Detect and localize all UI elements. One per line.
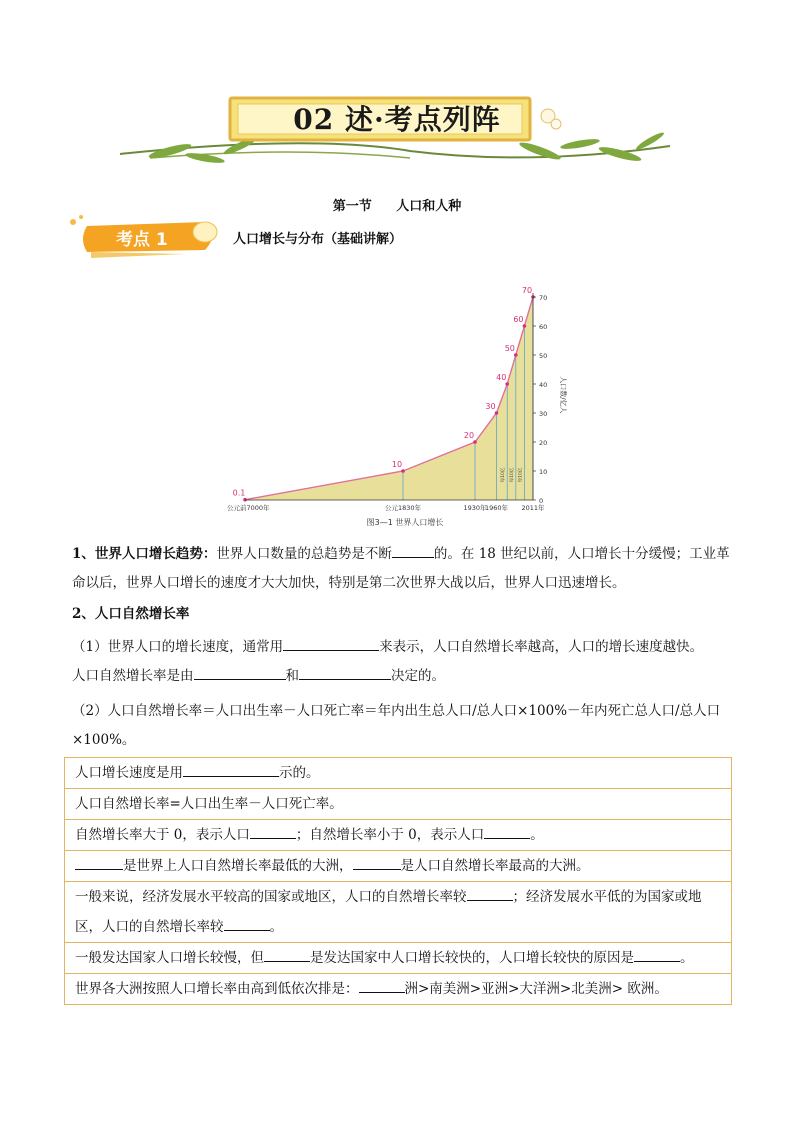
box-row: 是世界上人口自然增长率最低的大洲， 是人口自然增长率最高的大洲。	[65, 851, 731, 882]
population-growth-chart	[225, 285, 565, 530]
data-point	[505, 382, 509, 386]
x-tick-label: 2011年	[521, 504, 545, 512]
fill-blank[interactable]	[299, 664, 391, 680]
fill-blank[interactable]	[224, 915, 270, 931]
topic-title: 人口增长与分布（基础讲解）	[233, 232, 403, 247]
data-label: 70	[521, 286, 533, 295]
y-tick-label: 0	[539, 497, 544, 505]
data-point	[473, 440, 477, 444]
data-point	[514, 353, 518, 357]
fill-blank[interactable]	[264, 946, 310, 962]
fill-blank[interactable]	[75, 854, 123, 870]
box-row: 自然增长率大于 0，表示人口 ；自然增长率小于 0，表示人口 。	[65, 820, 731, 851]
trend-heading: 1、世界人口增长趋势：	[72, 546, 217, 562]
banner-title: 02 述·考点列阵	[293, 103, 501, 136]
section-name: 人口和人种	[396, 199, 462, 214]
paragraph-rate-heading: 2、人口自然增长率	[72, 606, 190, 622]
fill-blank[interactable]	[283, 635, 379, 651]
data-label: 50	[504, 344, 515, 353]
header-banner	[110, 96, 684, 174]
paragraph-rate-formula: （2）人口自然增长率＝人口出生率－人口死亡率＝年内出生总人口/总人口×100%－年内死亡总人口/总人口×100%。	[72, 703, 721, 748]
fill-blank[interactable]	[250, 823, 296, 839]
data-label: 20	[463, 431, 475, 440]
fill-blank[interactable]	[467, 885, 513, 901]
fill-blank[interactable]	[392, 542, 434, 558]
fill-blank[interactable]	[353, 854, 401, 870]
y-tick-label: 10	[539, 468, 548, 476]
box-row: 人口自然增长率=人口出生率－人口死亡率。	[65, 789, 731, 820]
vertical-note: 每10亿	[501, 467, 507, 483]
data-label: 10	[391, 460, 403, 469]
x-tick-label: 1960年	[484, 504, 509, 512]
x-tick-label: 公元前7000年	[227, 504, 270, 512]
y-axis-label: 人口数/亿人	[559, 376, 567, 414]
fill-blank[interactable]	[183, 761, 279, 777]
chart-area-fill	[245, 297, 533, 500]
box-row: 人口增长速度是用 示的。	[65, 758, 731, 789]
paragraph-trend: 1、世界人口增长趋势：世界人口数量的总趋势是不断 的。在 18 世纪以前，人口增长十分缓慢；工业革命以后，世界人口增长的速度才大大加快，特别是第二次世界大战以后，世界人口迅速增长。	[72, 540, 732, 598]
data-point	[401, 469, 405, 473]
vertical-note: 每10亿	[518, 467, 524, 483]
box-row: 一般来说，经济发展水平较高的国家或地区，人口的自然增长率较 ；经济发展水平低的为国家或地区，人口的自然增长率较 。	[65, 882, 731, 943]
y-tick-label: 60	[539, 323, 548, 331]
y-tick-label: 50	[539, 352, 548, 360]
y-tick-label: 70	[539, 294, 548, 302]
summary-box	[64, 757, 732, 1005]
data-point	[495, 411, 499, 415]
data-point	[523, 324, 527, 328]
y-tick-label: 30	[539, 410, 548, 418]
x-tick-label: 1930年	[463, 504, 487, 512]
y-tick-label: 40	[539, 381, 548, 389]
data-label: 0.1	[232, 488, 246, 498]
badge-label: 考点 1	[116, 230, 168, 250]
box-row: 世界各大洲按照人口增长率由高到低依次排是： 洲>南美洲>亚洲>大洋洲>北美洲> 欧洲。	[65, 974, 731, 1004]
fill-blank[interactable]	[484, 823, 530, 839]
fill-blank[interactable]	[359, 977, 405, 993]
y-tick-label: 20	[539, 439, 548, 447]
chart-caption: 图3—1 世界人口增长	[366, 518, 444, 527]
fill-blank[interactable]	[634, 946, 680, 962]
data-label: 40	[496, 373, 507, 382]
data-label: 60	[513, 315, 524, 324]
data-label: 30	[485, 402, 496, 411]
box-row: 一般发达国家人口增长较慢，但 是发达国家中人口增长较快的，人口增长较快的原因是 。	[65, 943, 731, 974]
x-tick-label: 公元1830年	[384, 504, 422, 512]
fill-blank[interactable]	[194, 664, 286, 680]
section-number: 第一节	[332, 199, 372, 214]
vertical-note: 每10亿	[509, 467, 515, 483]
paragraph-rate-definition: （1）世界人口的增长速度，通常用 来表示，人口自然增长率越高，人口的增长速度越快。 人口自然增长率是由 和 决定的。	[72, 633, 732, 691]
